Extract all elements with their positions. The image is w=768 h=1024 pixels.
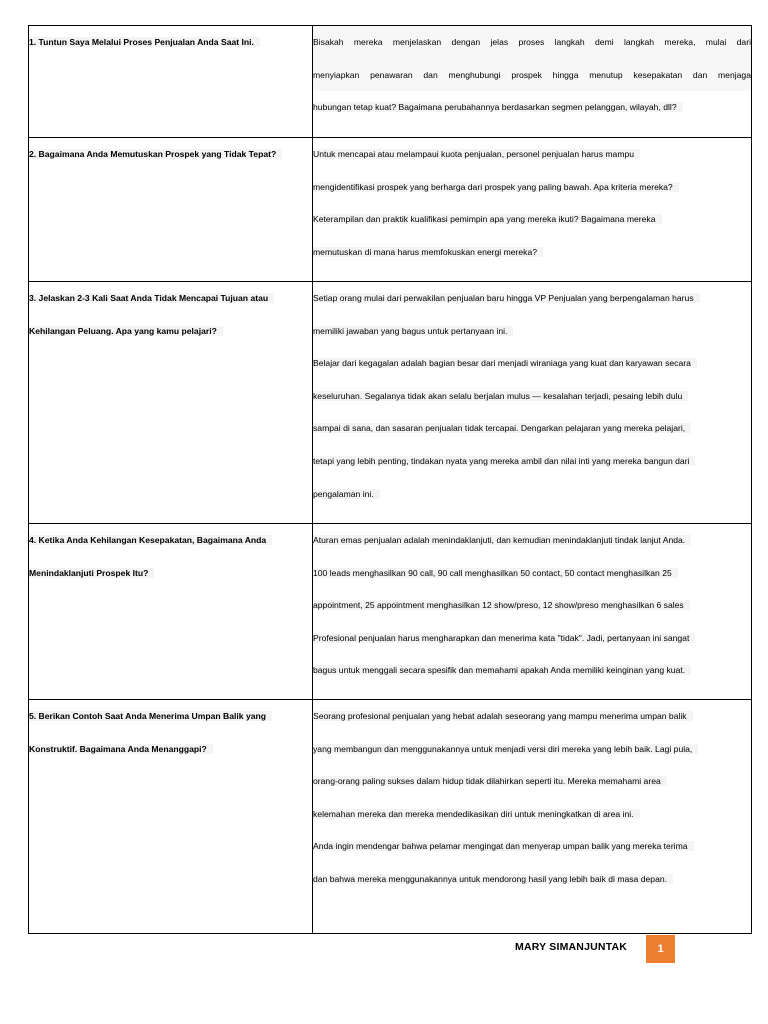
answer-cell	[313, 138, 752, 282]
question-text: 4. Ketika Anda Kehilangan Kesepakatan, Bagaimana Anda	[29, 535, 272, 545]
answer-cell	[313, 524, 752, 700]
answer-text: yang membangun dan menggunakannya untuk menjadi versi diri mereka yang lebih baik. Lagi pula,	[313, 744, 698, 754]
answer-text: appointment, 25 appointment menghasilkan 12 show/preso, 12 show/preso menghasilkan 6 sales	[313, 600, 690, 610]
answer-text: kelemahan mereka dan mereka mendedikasikan diri untuk meningkatkan di area ini.	[313, 809, 640, 819]
question-text: 3. Jelaskan 2-3 Kali Saat Anda Tidak Mencapai Tujuan atau	[29, 293, 274, 303]
question-text: Konstruktif. Bagaimana Anda Menanggapi?	[29, 744, 213, 754]
question-cell	[29, 26, 313, 138]
page-number-badge: 1	[646, 935, 675, 963]
answer-cell	[313, 282, 752, 524]
answer-text: Bisakah mereka menjelaskan dengan jelas proses langkah demi langkah mereka, mulai dari	[313, 26, 751, 59]
answer-text: bagus untuk menggali secara spesifik dan memahami apakah Anda memiliki keinginan yang kuat.	[313, 665, 691, 675]
answer-text: mengidentifikasi prospek yang berharga dari prospek yang paling bawah. Apa kriteria mereka?	[313, 182, 679, 192]
question-text: 1. Tuntun Saya Melalui Proses Penjualan Anda Saat Ini.	[29, 37, 260, 47]
answer-text: Seorang profesional penjualan yang hebat adalah seseorang yang mampu menerima umpan balik	[313, 711, 693, 721]
table-row	[29, 138, 752, 282]
footer-author: MARY SIMANJUNTAK	[515, 941, 628, 953]
answer-text: Belajar dari kegagalan adalah bagian besar dari menjadi wiraniaga yang kuat dan karyawan secara	[313, 358, 697, 368]
answer-cell	[313, 26, 752, 138]
question-cell	[29, 700, 313, 934]
table-row	[29, 524, 752, 700]
question-cell	[29, 524, 313, 700]
answer-text: menyiapkan penawaran dan menghubungi prospek hingga menutup kesepakatan dan menjaga	[313, 59, 751, 92]
question-cell	[29, 138, 313, 282]
answer-text: Setiap orang mulai dari perwakilan penjualan baru hingga VP Penjualan yang berpengalaman harus	[313, 293, 700, 303]
question-text: Menindaklanjuti Prospek Itu?	[29, 568, 154, 578]
answer-text: Keterampilan dan praktik kualifikasi pemimpin apa yang mereka ikuti? Bagaimana mereka	[313, 214, 662, 224]
question-text: 5. Berikan Contoh Saat Anda Menerima Umpan Balik yang	[29, 711, 272, 721]
answer-text: sampai di sana, dan sasaran penjualan tidak tercapai. Dengarkan pelajaran yang mereka pelajari,	[313, 423, 691, 433]
answer-text: memiliki jawaban yang bagus untuk pertanyaan ini.	[313, 326, 513, 336]
answer-text: keseluruhan. Segalanya tidak akan selalu berjalan mulus — kesalahan terjadi, pesaing lebih dulu	[313, 391, 688, 401]
answer-text: hubungan tetap kuat? Bagaimana perubahannya berdasarkan segmen pelanggan, wilayah, dll?	[313, 102, 683, 112]
answer-text: orang-orang paling sukses dalam hidup tidak dilahirkan seperti itu. Mereka memahami area	[313, 776, 667, 786]
answer-text: pengalaman ini.	[313, 489, 380, 499]
answer-text: Aturan emas penjualan adalah menindaklanjuti, dan kemudian menindaklanjuti tindak lanjut Anda.	[313, 535, 691, 545]
answer-text: 100 leads menghasilkan 90 call, 90 call menghasilkan 50 contact, 50 contact menghasilkan 25	[313, 568, 678, 578]
table-row	[29, 700, 752, 934]
answer-text: Profesional penjualan harus mengharapkan dan menerima kata "tidak". Jadi, pertanyaan ini sangat	[313, 633, 695, 643]
question-cell	[29, 282, 313, 524]
question-text: Kehilangan Peluang. Apa yang kamu pelajari?	[29, 326, 223, 336]
answer-cell	[313, 700, 752, 934]
answer-text: memutuskan di mana harus memfokuskan energi mereka?	[313, 247, 543, 257]
qa-table	[28, 25, 752, 934]
answer-text: Anda ingin mendengar bahwa pelamar mengingat dan menyerap umpan balik yang mereka terima	[313, 841, 694, 851]
table-row	[29, 26, 752, 138]
answer-text: tetapi yang lebih penting, tindakan nyata yang mereka ambil dan nilai inti yang mereka bangun dari	[313, 456, 695, 466]
answer-text: dan bahwa mereka menggunakannya untuk mendorong hasil yang lebih baik di masa depan.	[313, 874, 673, 884]
answer-text: Untuk mencapai atau melampaui kuota penjualan, personel penjualan harus mampu	[313, 149, 640, 159]
table-row	[29, 282, 752, 524]
question-text: 2. Bagaimana Anda Memutuskan Prospek yang Tidak Tepat?	[29, 149, 282, 159]
